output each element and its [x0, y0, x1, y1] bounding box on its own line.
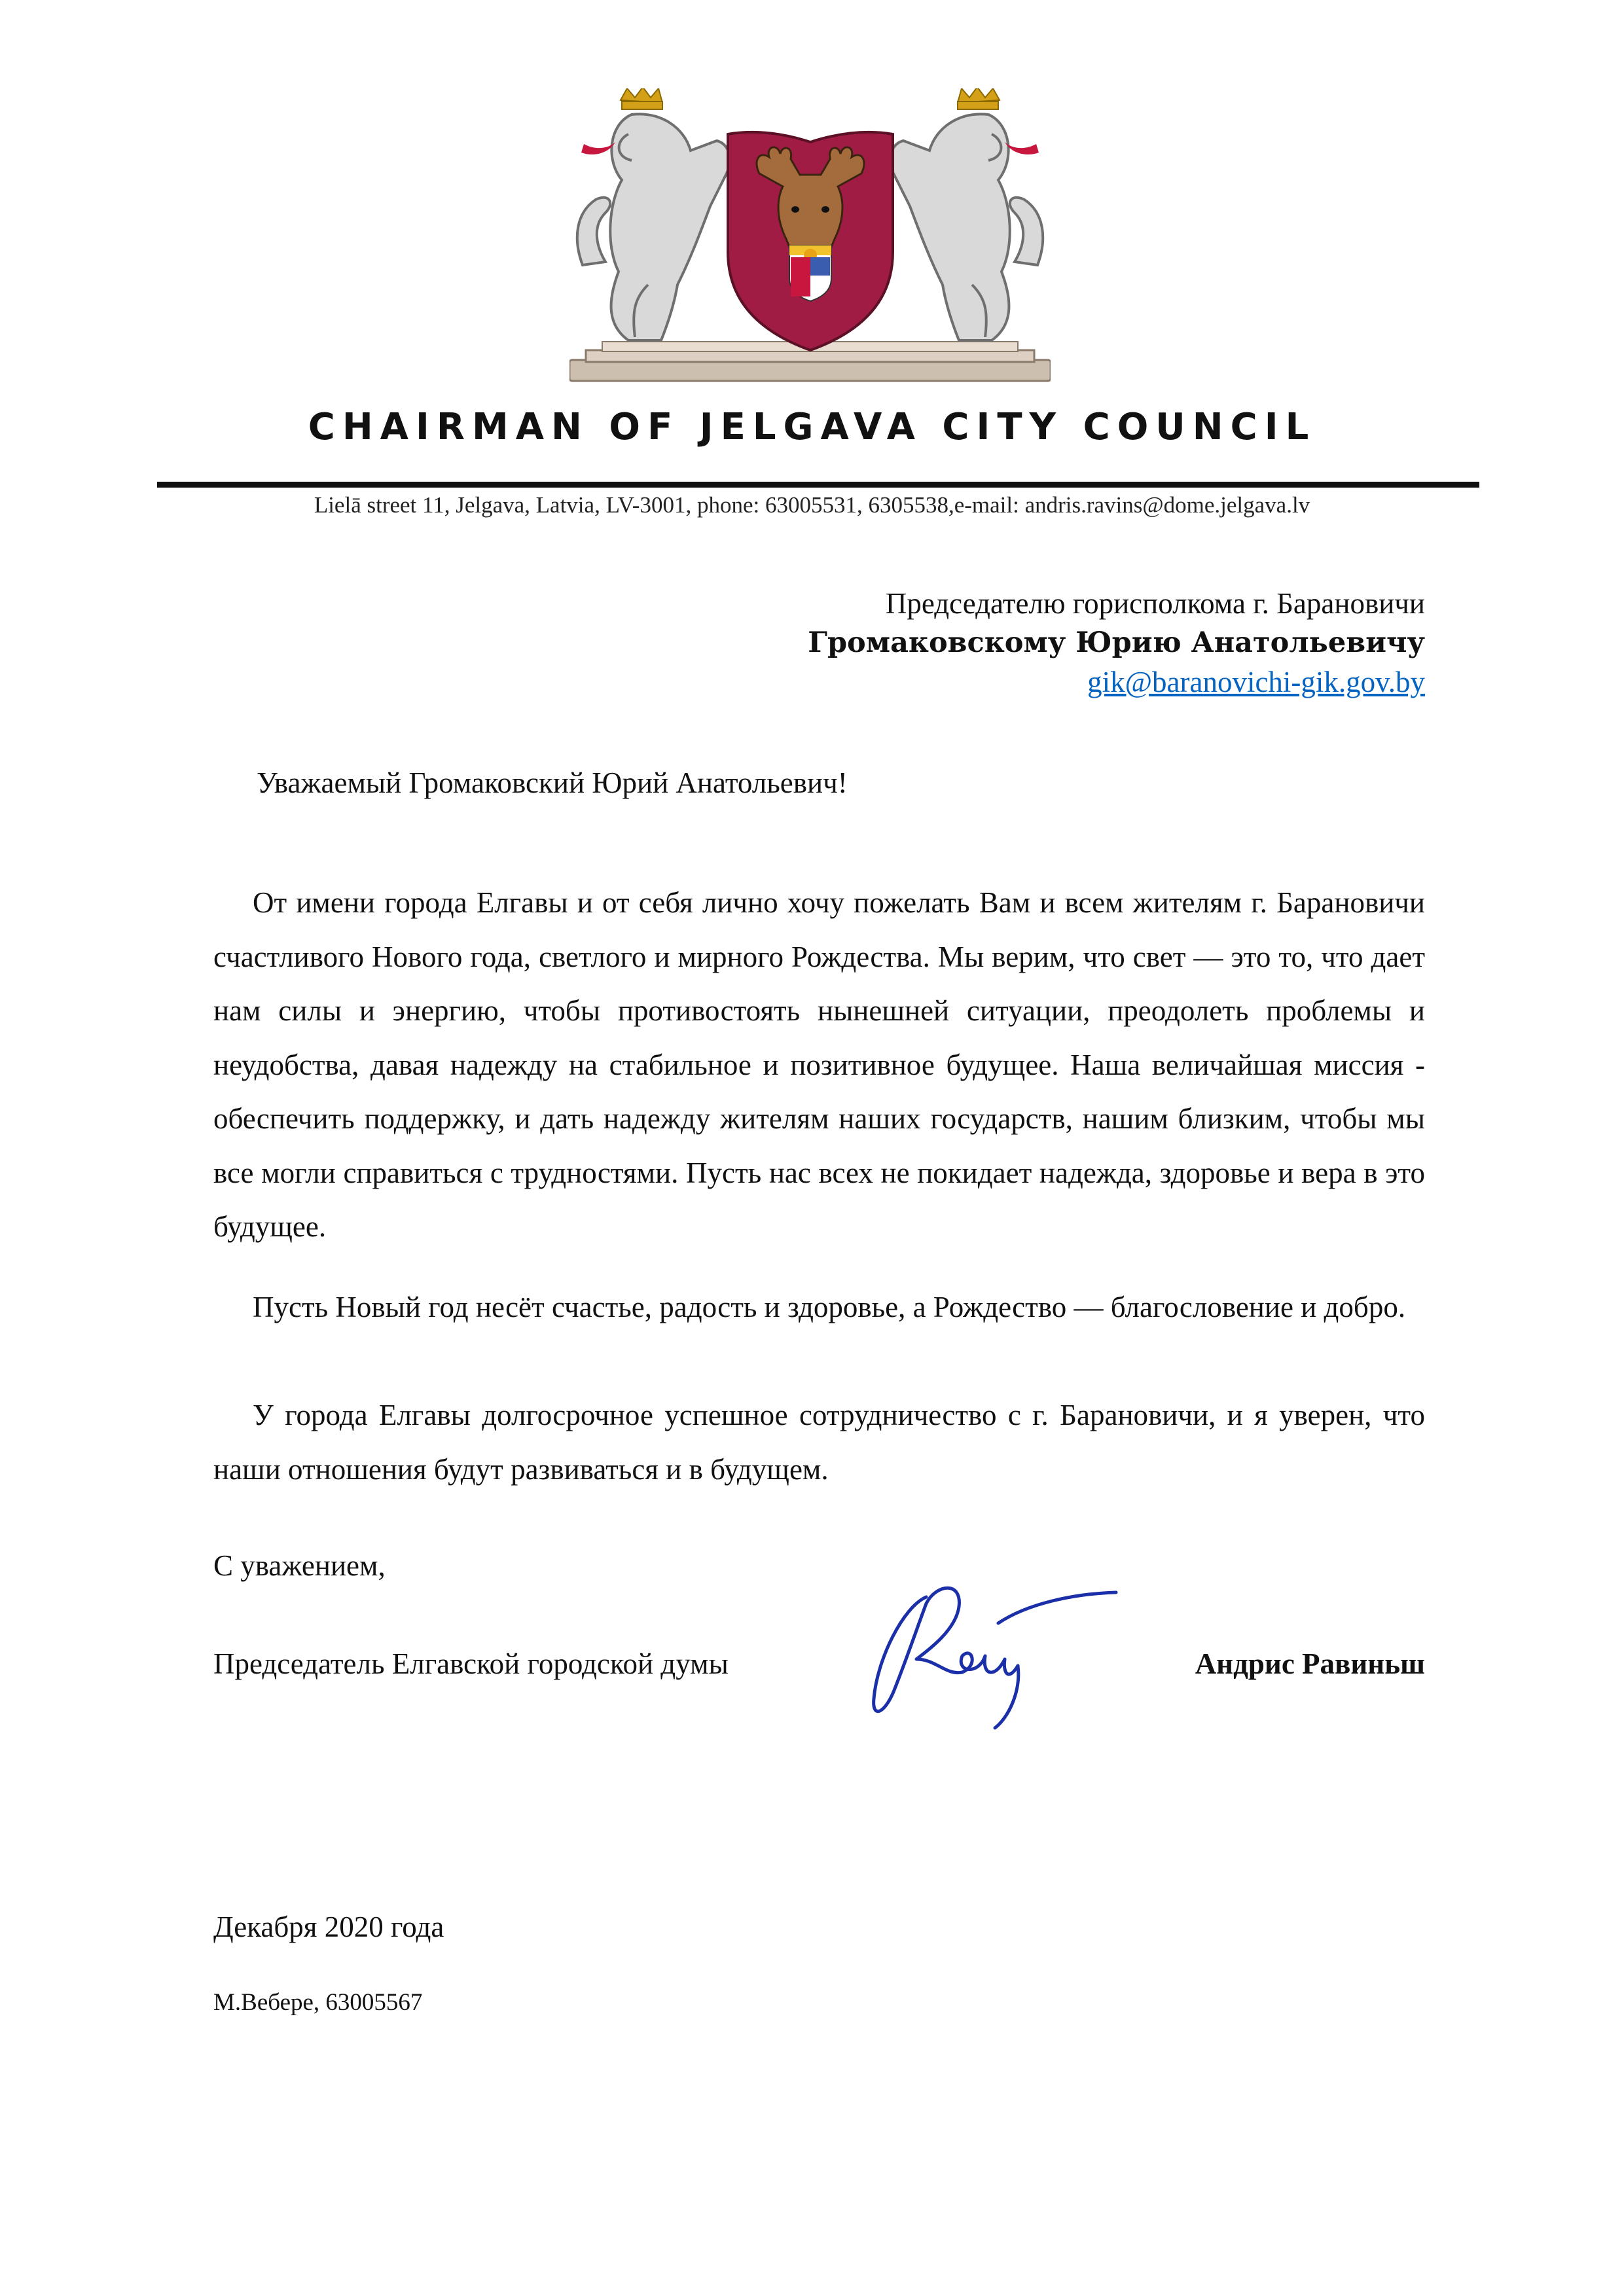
council-title: CHAIRMAN OF JELGAVA CITY COUNCIL: [308, 406, 1316, 448]
handwritten-signature: [864, 1568, 1119, 1731]
signatory-name: Андрис Равиньш: [1195, 1647, 1425, 1680]
jelgava-coat-of-arms-logo: [569, 88, 1051, 384]
signatory-title: Председатель Елгавской городской думы: [213, 1647, 729, 1680]
left-lion-tongue: [581, 142, 615, 154]
recipient-name: Громаковскому Юрию Анатольевичу: [808, 626, 1425, 659]
header-address: Lielā street 11, Jelgava, Latvia, LV-3001, phone: 63005531, 6305538,e-mail: andris.ravins@dome.jelgava.lv: [314, 492, 1310, 518]
body-paragraph-1: От имени города Елгавы и от себя лично хочу пожелать Вам и всем жителям г. Барановичи счастливого Нового года, светлого и мирного Рождества. Мы верим, что свет — это то, что дает нам силы и энергию, чтобы противостоять нынешней ситуации, преодолеть проблемы и неудобства, давая надежду на стабильное и позитивное будущее. Наша величайшая миссия - обеспечить поддержку, и дать надежду жителям наших государств, нашим близким, чтобы мы все могли справиться с трудностями. Пусть нас всех не покидает надежда, здоровье и вера в это будущее.: [213, 886, 1425, 1243]
recipient-block: [808, 584, 1425, 702]
right-lion-tongue: [1005, 142, 1039, 154]
closing-phrase: С уважением,: [213, 1549, 386, 1582]
latvian-small-shield-icon: [789, 245, 831, 301]
contact-person: М.Вебере, 63005567: [213, 1989, 423, 2016]
header-divider: [157, 482, 1479, 488]
body-paragraph-2: Пусть Новый год несёт счастье, радость и здоровье, а Рождество — благословение и добро.: [253, 1291, 1406, 1323]
left-crown-icon: [621, 88, 662, 109]
right-crown-icon: [958, 88, 1000, 109]
recipient-email-link[interactable]: gik@baranovichi-gik.gov.by: [1087, 666, 1425, 698]
salutation: Уважаемый Громаковский Юрий Анатольевич!: [257, 766, 848, 799]
recipient-position: Председателю горисполкома г. Барановичи: [885, 587, 1425, 620]
body-paragraph-3: У города Елгавы долгосрочное успешное сотрудничество с г. Барановичи, и я уверен, что наши отношения будут развиваться и в будущем.: [213, 1399, 1425, 1486]
letter-date: Декабря 2020 года: [213, 1910, 444, 1943]
